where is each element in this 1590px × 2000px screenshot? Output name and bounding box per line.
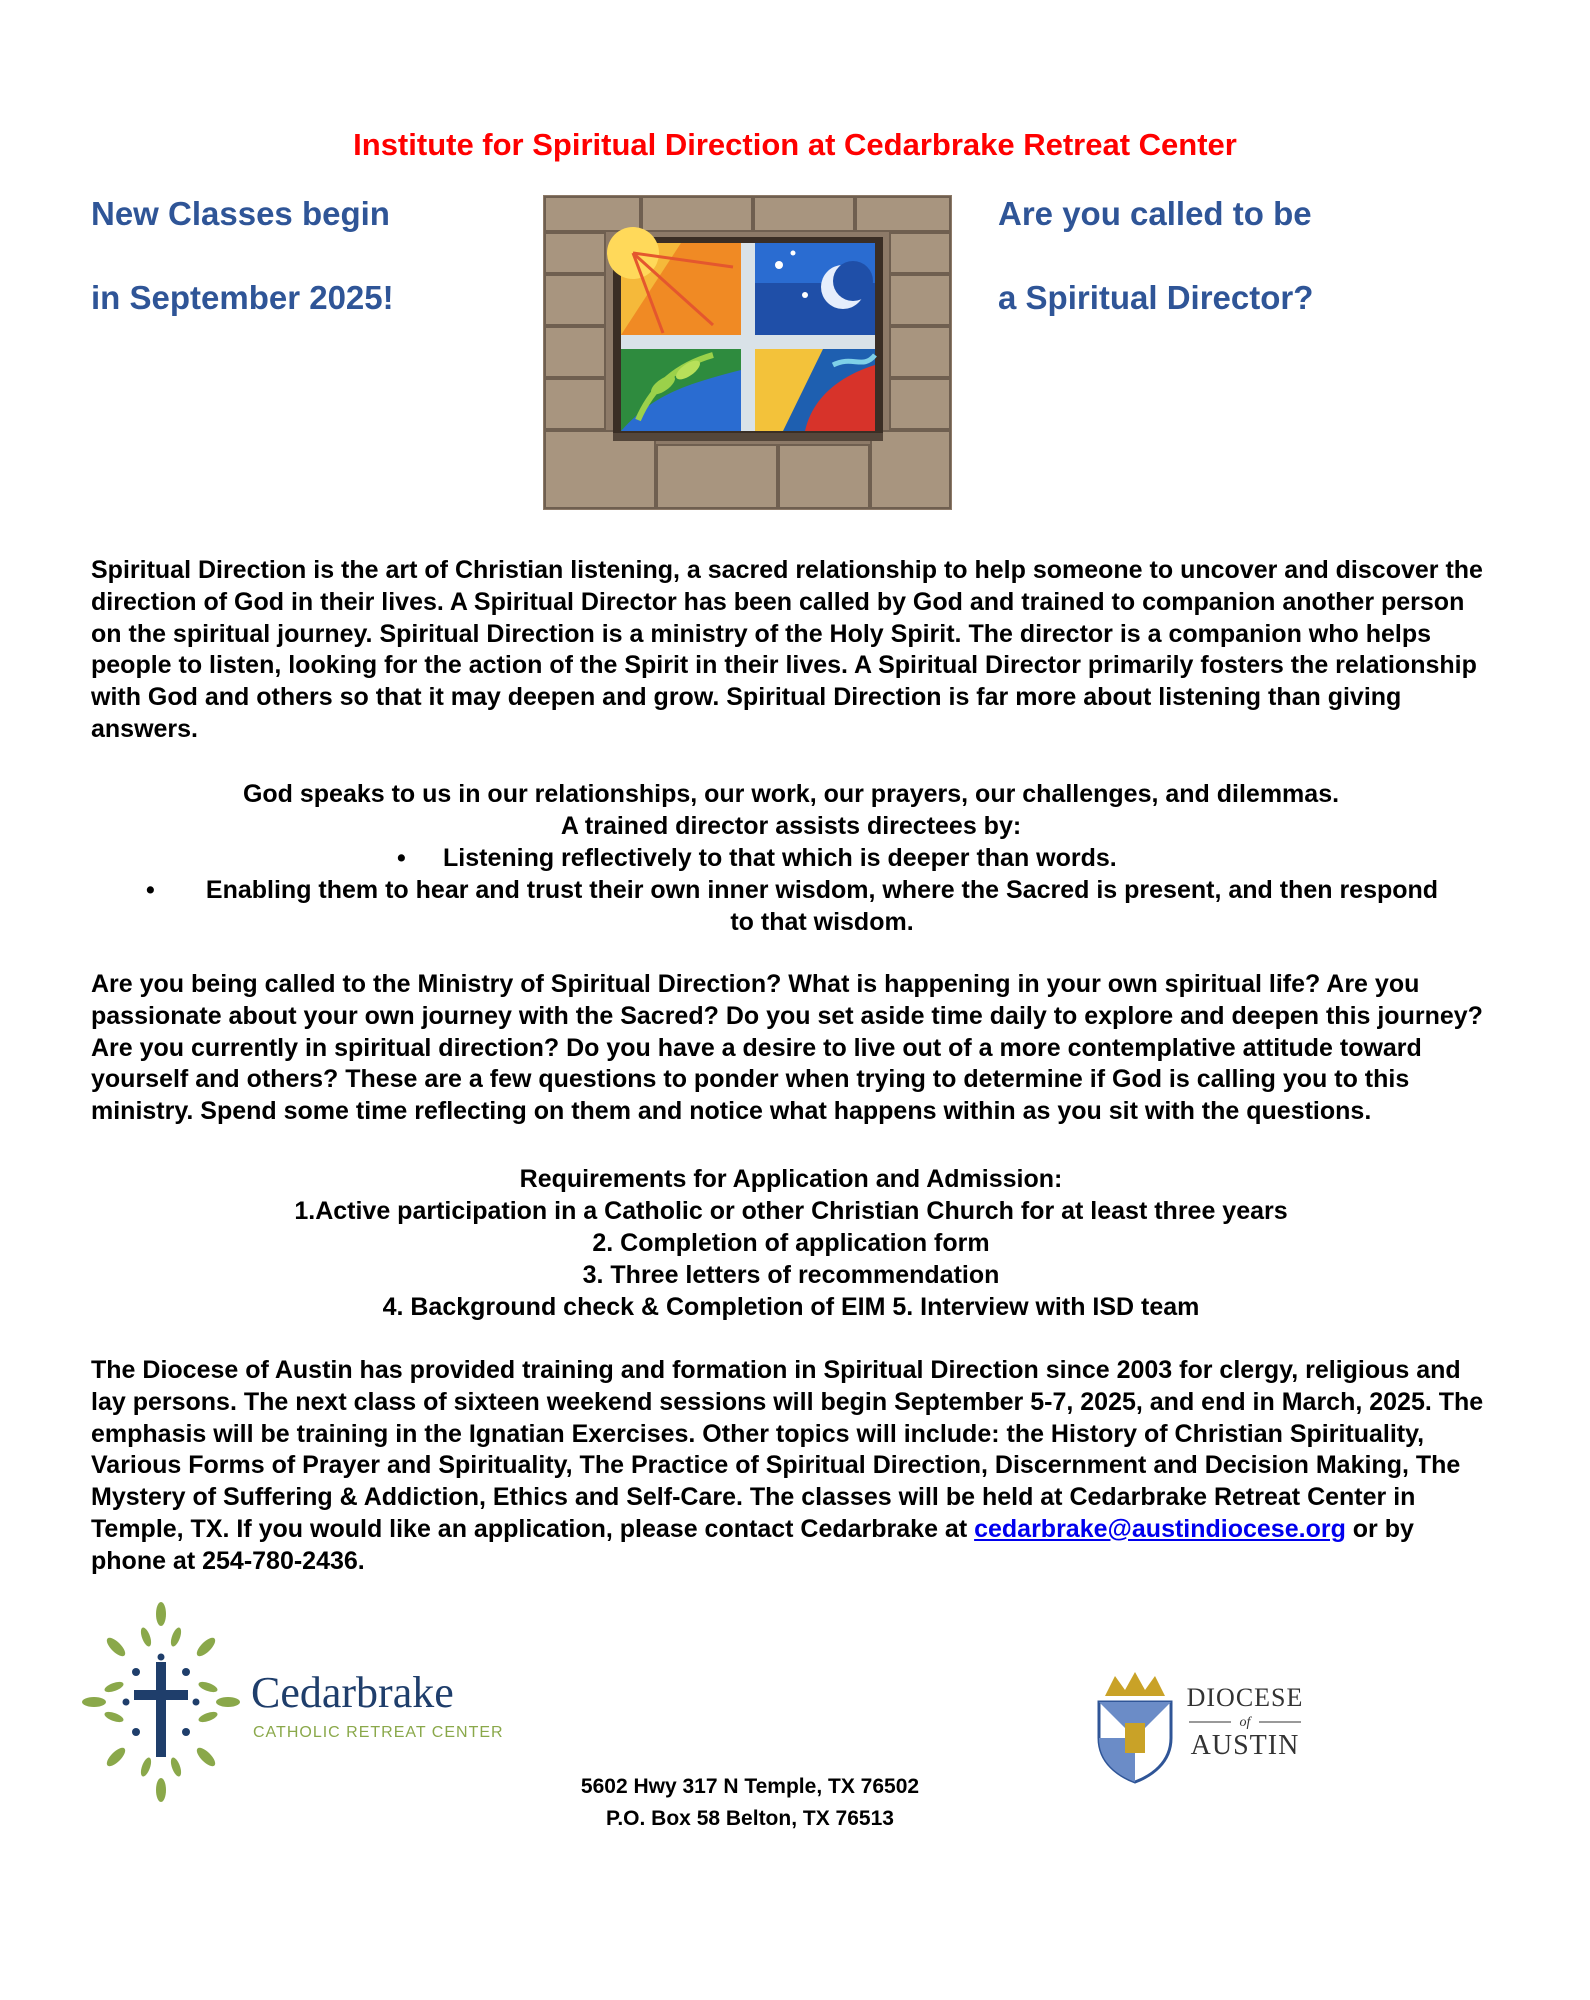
called-heading-line2: a Spiritual Director?: [998, 279, 1314, 316]
calling-questions-paragraph: Are you being called to the Ministry of Spiritual Direction? What is happening in your own spiritual life? Are you passionate about your own journey with the Sacred? Do you set aside time daily to explore and deepen this journey? Are you currently in spiritual direction? Do you have a desire to live out of a more contemplative attitude toward yourself and others? These are a few questions to ponder when trying to determine if God is calling you to this ministry. Spend some time reflecting on them and notice what happens within as you sit with the questions.: [91, 970, 1483, 1126]
email-link[interactable]: cedarbrake@austindiocese.org: [974, 1514, 1346, 1543]
street-address: 5602 Hwy 317 N Temple, TX 76502: [580, 1775, 920, 1798]
intro-paragraph: Spiritual Direction is the art of Christian listening, a sacred relationship to help someone to uncover and discover the direction of God in their lives. A Spiritual Director has been called by God and trained to companion another person on the spiritual journey. Spiritual Direction is a ministry of the Holy Spirit. The director is a companion who helps people to listen, looking for the action of the Spirit in their lives. A Spiritual Director primarily fosters the relationship with God and others so that it may deepen and grow. Spiritual Direction is far more about listening than giving answers.: [91, 556, 1483, 743]
bullet-item-enabling: Enabling them to hear and trust their own inner wisdom, where the Sacred is present, and then respond to that wisdom.: [205, 876, 1439, 936]
phone-text: or by phone at 254-780-2436.: [91, 1514, 1414, 1575]
requirement-item: 1.Active participation in a Catholic or other Christian Church for at least three years: [294, 1197, 1288, 1225]
diocese-of-word: of: [1239, 1715, 1251, 1730]
stained-glass-window-image: [543, 195, 952, 510]
called-heading-line1: Are you called to be: [998, 195, 1312, 232]
cedarbrake-logo: [86, 1602, 504, 1802]
cedarbrake-subtitle: CATHOLIC RETREAT CENTER: [253, 1724, 504, 1741]
cedarbrake-name: Cedarbrake: [251, 1668, 454, 1717]
po-box-address: P.O. Box 58 Belton, TX 76513: [606, 1807, 894, 1830]
new-classes-heading-line1: New Classes begin: [91, 195, 390, 232]
bullet-item-listening: Listening reflectively to that which is deeper than words.: [443, 844, 1117, 872]
requirement-item: 3. Three letters of recommendation: [582, 1261, 1000, 1289]
bullet-marker: •: [146, 876, 155, 904]
program-details-paragraph: [91, 1355, 1491, 1578]
bullet-marker: •: [397, 844, 406, 872]
requirements-heading: Requirements for Application and Admission:: [519, 1165, 1063, 1193]
requirement-item: 4. Background check & Completion of EIM 5. Interview with ISD team: [382, 1293, 1200, 1321]
new-classes-heading-line2: in September 2025!: [91, 279, 394, 316]
god-speaks-line: God speaks to us in our relationships, our work, our prayers, our challenges, and dilemmas.: [242, 780, 1340, 808]
page-title: Institute for Spiritual Direction at Cedarbrake Retreat Center: [353, 127, 1237, 162]
director-assists-line: A trained director assists directees by:: [560, 812, 1022, 840]
diocese-word: DIOCESE: [1186, 1683, 1304, 1712]
austin-word: AUSTIN: [1190, 1730, 1300, 1761]
requirement-item: 2. Completion of application form: [592, 1229, 990, 1257]
diocese-of-austin-logo: [1085, 1668, 1305, 1786]
program-details-text: The Diocese of Austin has provided training and formation in Spiritual Direction since 2003 for clergy, religious and lay persons. The next class of sixteen weekend sessions will begin September 5-7, 2025, and end in March, 2025. The emphasis will be training in the Ignatian Exercises. Other topics will include: the History of Christian Spirituality, Various Forms of Prayer and Spirituality, The Practice of Spiritual Direction, Discernment and Decision Making, The Mystery of Suffering & Addiction, Ethics and Self-Care. The classes will be held at Cedarbrake Retreat Center in Temple, TX. If you would like an application, please contact Cedarbrake at: [91, 1356, 1484, 1543]
